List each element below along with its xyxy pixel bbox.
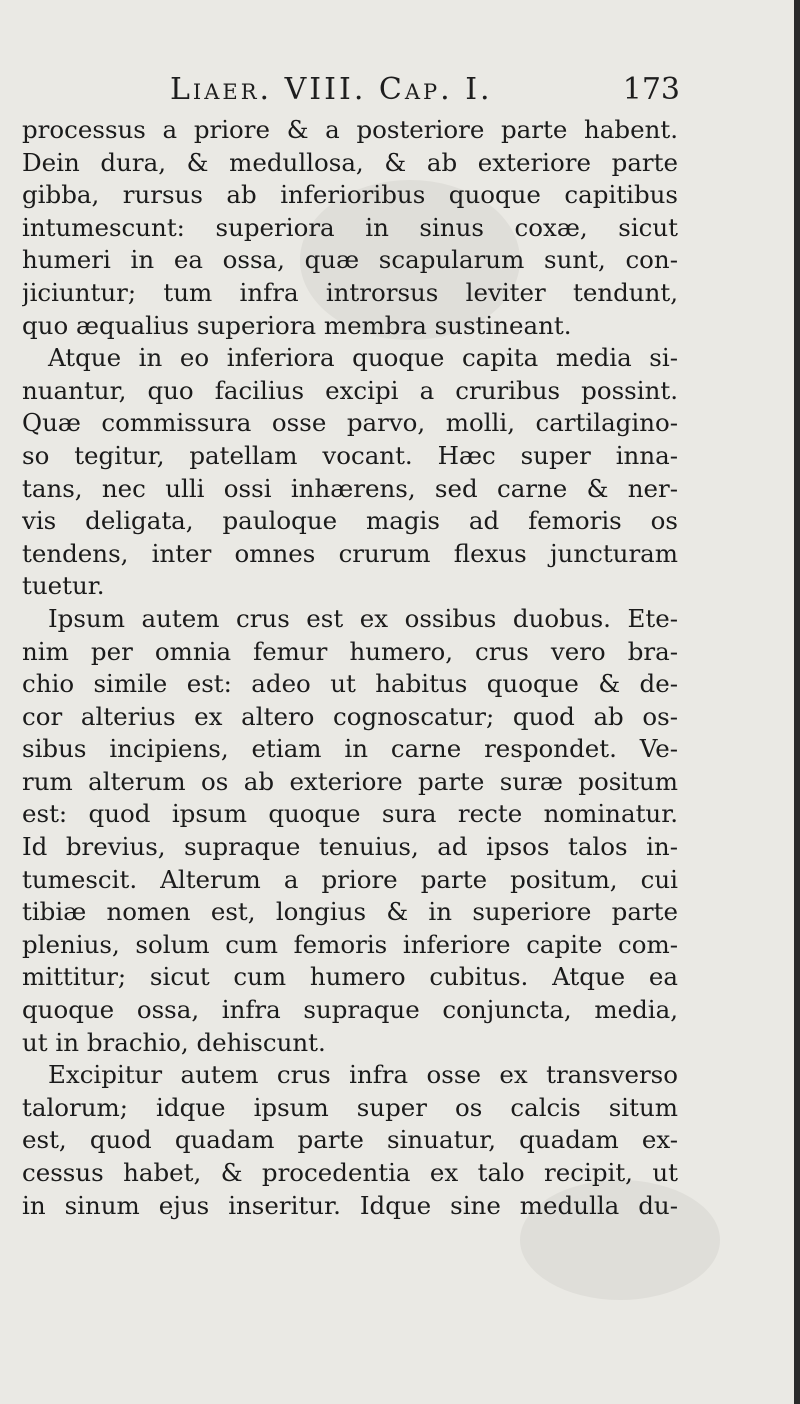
text-line: vis deligata, pauloque magis ad femoris os [22,506,678,536]
text-line: est, quod quadam parte sinuatur, quadam ex- [22,1125,678,1155]
text-line: talorum; idque ipsum super os calcis situm [22,1092,678,1122]
text-line: Dein dura, & medullosa, & ab exteriore parte [22,147,678,177]
text-line: cor alterius ex altero cognoscatur; quod ab os- [22,701,678,731]
text-line: in sinum ejus inseritur. Idque sine medulla du- [22,1190,678,1220]
text-line: Id brevius, supraque tenuius, ad ipsos talos in- [22,832,678,862]
text-line: jiciuntur; tum infra introrsus leviter tendunt, [22,277,678,307]
paragraph-start-line: Ipsum autem crus est ex ossibus duobus. Ete- [48,603,678,633]
paragraph-start-line: Atque in eo inferiora quoque capita media si- [48,343,678,373]
text-line: est: quod ipsum quoque sura recte nominatur. [22,799,678,829]
running-head: Liaer. VIII. Cap. I. [170,72,493,107]
paragraph-start-line: Excipitur autem crus infra osse ex transverso [48,1060,678,1090]
body-text [22,114,678,1222]
text-line: quo æqualius superiora membra sustineant. [22,310,572,340]
text-line: tans, nec ulli ossi inhærens, sed carne & ner- [22,473,678,503]
text-line: so tegitur, patellam vocant. Hæc super inna- [22,440,678,470]
text-line: cessus habet, & procedentia ex talo recipit, ut [22,1158,678,1187]
text-line: tuetur. [22,571,105,601]
page-number: 173 [622,72,680,107]
text-line: gibba, rursus ab inferioribus quoque capitibus [22,180,678,210]
page-header [170,72,680,112]
text-line: tumescit. Alterum a priore parte positum, cui [22,864,678,894]
text-line: tendens, inter omnes crurum flexus juncturam [22,538,678,568]
text-line: intumescunt: superiora in sinus coxæ, sicut [22,212,678,242]
text-line: rum alterum os ab exteriore parte suræ positum [22,766,678,796]
text-line: mittitur; sicut cum humero cubitus. Atque ea [22,962,678,992]
text-line: nuantur, quo facilius excipi a cruribus possint. [22,375,678,405]
text-line: Quæ commissura osse parvo, molli, cartilagino- [22,408,678,438]
text-line: tibiæ nomen est, longius & in superiore parte [22,897,678,927]
text-line: nim per omnia femur humero, crus vero bra- [22,636,678,666]
text-line: quoque ossa, infra supraque conjuncta, media, [22,995,678,1025]
page-edge [794,0,800,1404]
text-line: ut in brachio, dehiscunt. [22,1027,326,1057]
text-line: sibus incipiens, etiam in carne respondet. Ve- [22,734,678,764]
text-line: chio simile est: adeo ut habitus quoque & de- [22,669,678,699]
text-line: humeri in ea ossa, quæ scapularum sunt, con- [22,245,678,275]
text-line: plenius, solum cum femoris inferiore capite com- [22,929,678,959]
text-line: processus a priore & a posteriore parte habent. [22,115,678,144]
